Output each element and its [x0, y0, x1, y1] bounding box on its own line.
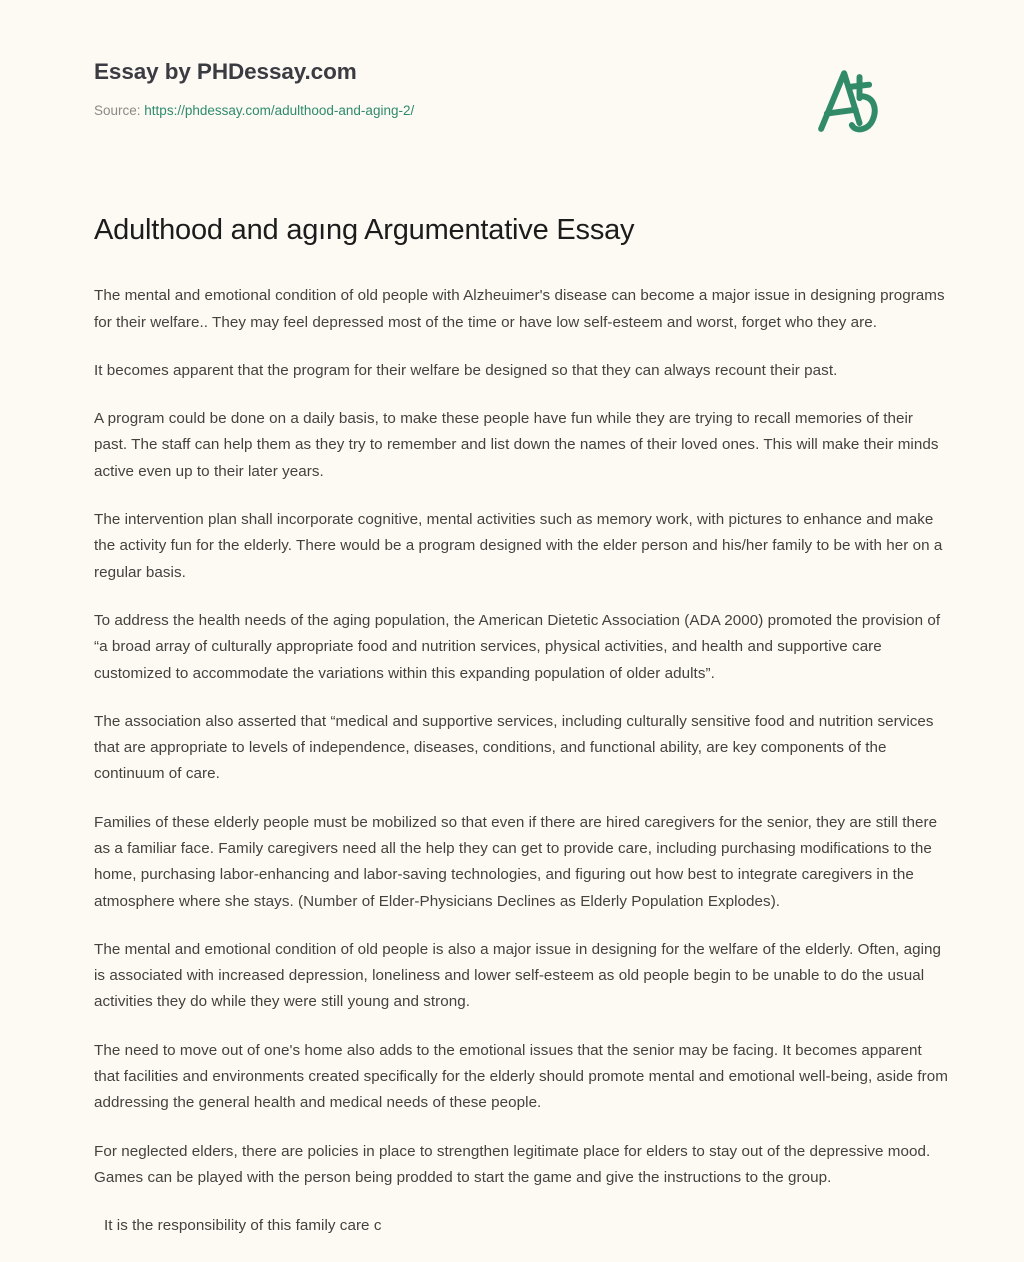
- essay-paragraph: It becomes apparent that the program for their welfare be designed so that they can always recount their past.: [94, 361, 838, 379]
- essay-paragraph: The association also asserted that “medical and supportive services, including culturally sensitive food and nutrition services that are appropriate to levels of independence, diseases, conditions, and functional ability, are key components of the continuum of care.: [94, 712, 934, 783]
- essay-paragraph: To address the health needs of the aging population, the American Dietetic Association (ADA 2000) promoted the provision of “a broad array of culturally appropriate food and nutrition services, physical activities, and health and supportive care customized to accommodate the variations within this expanding population of older adults”.: [94, 611, 941, 682]
- essay-body: [94, 283, 948, 1261]
- a-plus-logo-icon: [800, 54, 896, 150]
- source-label: Source:: [94, 103, 141, 118]
- essay-paragraph-truncated: It is the responsibility of this family care c: [104, 1217, 382, 1235]
- essay-paragraph: Families of these elderly people must be mobilized so that even if there are hired caregivers for the senior, they are still there as a familiar face. Family caregivers need all the help they can get to provide care, including purchasing modifications to the home, purchasing labor-enhancing and labor-saving technologies, and figuring out how best to integrate caregivers in the atmosphere where she stays. (Number of Elder-Physicians Declines as Elderly Population Explodes).: [94, 813, 938, 910]
- essay-paragraph: For neglected elders, there are policies in place to strengthen legitimate place for elders to stay out of the depressive mood. Games can be played with the person being prodded to start the game and give the instructions to the group.: [94, 1142, 931, 1186]
- essay-paragraph: The intervention plan shall incorporate cognitive, mental activities such as memory work, with pictures to enhance and make the activity fun for the elderly. There would be a program designed with the elder person and his/her family to be with her on a regular basis.: [94, 511, 943, 581]
- essay-content: [0, 150, 1024, 1262]
- header-branding: [94, 58, 414, 120]
- brand-title: Essay by PHDessay.com: [94, 59, 357, 84]
- page-header: [0, 0, 1024, 150]
- source-url-link[interactable]: https://phdessay.com/adulthood-and-aging-2/: [144, 103, 415, 118]
- essay-paragraph: The need to move out of one's home also adds to the emotional issues that the senior may be facing. It becomes apparent that facilities and environments created specifically for the elderly should promote mental and emotional well-being, aside from addressing the general health and medical needs of these people.: [94, 1041, 948, 1112]
- page-title: Adulthood and agıng Argumentative Essay: [94, 214, 635, 246]
- essay-paragraph: A program could be done on a daily basis, to make these people have fun while they are trying to recall memories of their past. The staff can help them as they try to remember and list down the names of their loved ones. This will make their minds active even up to their later years.: [94, 410, 939, 480]
- essay-paragraph: The mental and emotional condition of old people is also a major issue in designing for the welfare of the elderly. Often, aging is associated with increased depression, loneliness and lower self-esteem as old people begin to be unable to do the usual activities they do while they were still young and strong.: [94, 940, 941, 1011]
- essay-paragraph: The mental and emotional condition of old people with Alzheuimer's disease can become a major issue in designing programs for their welfare.. They may feel depressed most of the time or have low self-esteem and worst, forget who they are.: [94, 287, 945, 331]
- source-line: [94, 102, 414, 120]
